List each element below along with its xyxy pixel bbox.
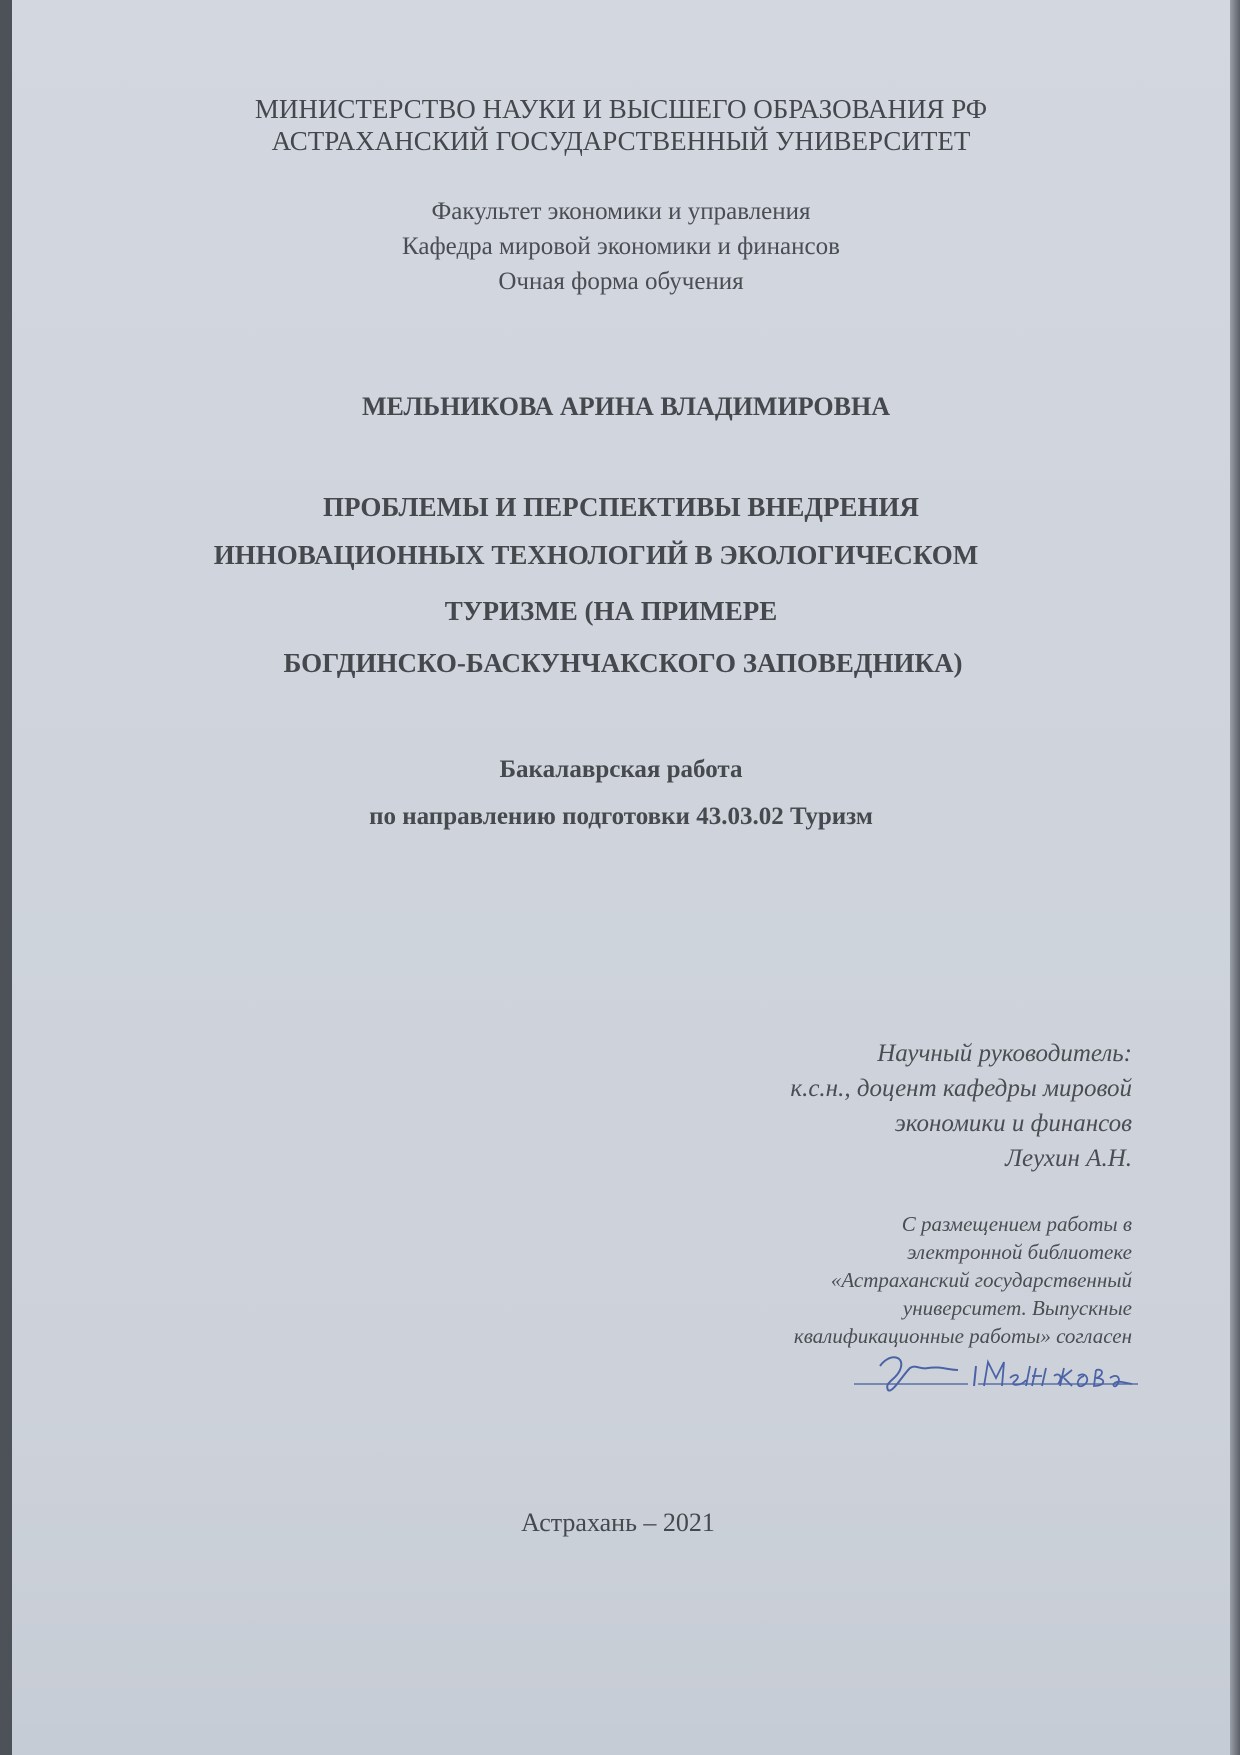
consent-line-4: университет. Выпускные (902, 1296, 1132, 1320)
thesis-title-line-4: БОГДИНСКО-БАСКУНЧАКСКОГО ЗАПОВЕДНИКА) (283, 648, 963, 678)
supervisor-name: Леухин А.Н. (1005, 1145, 1132, 1172)
supervisor-position-2: экономики и финансов (894, 1110, 1132, 1137)
consent-line-5: квалификационные работы» согласен (793, 1324, 1132, 1348)
supervisor-position-1: к.с.н., доцент кафедры мировой (790, 1075, 1132, 1102)
handwritten-signature (850, 1346, 1150, 1396)
page-edge-shadow (1230, 0, 1240, 1755)
thesis-title-line-1: ПРОБЛЕМЫ И ПЕРСПЕКТИВЫ ВНЕДРЕНИЯ (323, 492, 919, 522)
work-direction: по направлению подготовки 43.03.02 Туризм (369, 803, 873, 830)
consent-line-3: «Астраханский государственный (830, 1268, 1132, 1292)
consent-line-1: С размещением работы в (901, 1212, 1132, 1236)
author-name: МЕЛЬНИКОВА АРИНА ВЛАДИМИРОВНА (361, 392, 890, 421)
city-year: Астрахань – 2021 (521, 1508, 715, 1537)
work-type: Бакалаврская работа (499, 756, 743, 783)
study-form: Очная форма обучения (498, 268, 744, 295)
supervisor-label: Научный руководитель: (877, 1040, 1132, 1067)
ministry-name: МИНИСТЕРСТВО НАУКИ И ВЫСШЕГО ОБРАЗОВАНИЯ РФ (254, 94, 988, 124)
thesis-title-line-2: ИННОВАЦИОННЫХ ТЕХНОЛОГИЙ В ЭКОЛОГИЧЕСКОМ (213, 540, 979, 570)
thesis-title-line-3: ТУРИЗМЕ (НА ПРИМЕРЕ (444, 596, 778, 626)
university-name: АСТРАХАНСКИЙ ГОСУДАРСТВЕННЫЙ УНИВЕРСИТЕТ (271, 126, 971, 156)
faculty-name: Факультет экономики и управления (431, 198, 811, 225)
department-name: Кафедра мировой экономики и финансов (402, 233, 840, 260)
title-page (12, 0, 1230, 1755)
consent-line-2: электронной библиотеке (907, 1240, 1132, 1264)
